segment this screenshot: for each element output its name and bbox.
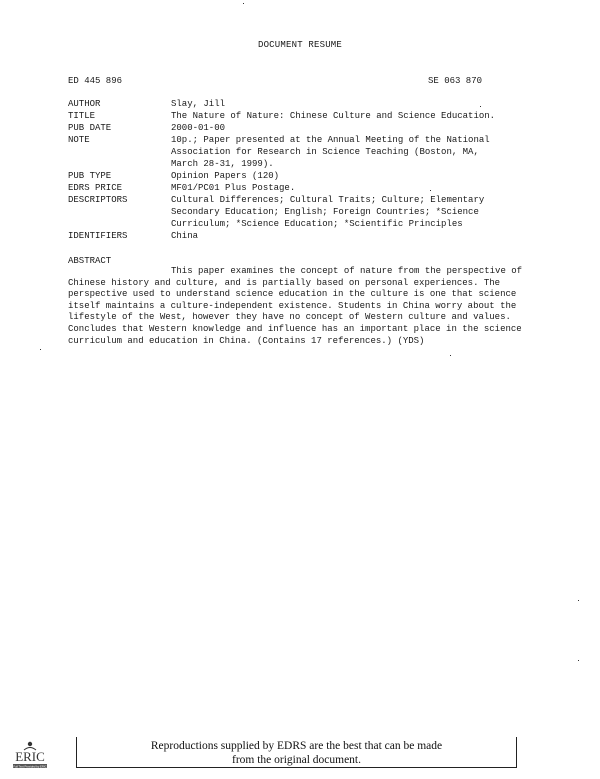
field-note: [68, 134, 548, 170]
footer-line-2: from the original document.: [231, 754, 362, 766]
ed-number: ED 445 896: [68, 76, 123, 86]
field-value: 10p.; Paper presented at the Annual Meeting of the National Association for Research in Science Teaching (Boston, MA, March 28-31, 1999).: [171, 135, 490, 169]
scan-speck: [243, 3, 244, 4]
se-number: SE 063 870: [428, 76, 483, 86]
field-label: AUTHOR: [68, 99, 101, 109]
footer-line-1: Reproductions supplied by EDRS are the best that can be made: [150, 740, 443, 752]
field-value: Opinion Papers (120): [171, 171, 280, 181]
field-label: PUB DATE: [68, 123, 112, 133]
field-value: 2000-01-00: [171, 123, 226, 133]
field-value: The Nature of Nature: Chinese Culture and Science Education.: [171, 111, 496, 121]
abstract-text: This paper examines the concept of nature from the perspective of Chinese history and culture, and is partially based on personal experiences. The perspective used to understand science education in the culture is one that science itself maintains a culture-independent existence. Students in China worry about the lifestyle of the West, however they have no concept of Western culture and values. Concludes that Western knowledge and influence has an important place in the science curriculum and education in China. (Contains 17 references.) (YDS): [68, 266, 523, 346]
scan-speck: [578, 660, 579, 661]
field-label: DESCRIPTORS: [68, 195, 128, 205]
scan-speck: [480, 106, 481, 107]
scan-speck: [450, 355, 451, 356]
eric-logo: [10, 740, 50, 770]
field-title: [68, 110, 548, 122]
eric-logo-subtext: Full Text Provided by ERIC: [13, 764, 47, 769]
scan-speck: [578, 600, 579, 601]
field-value: Slay, Jill: [171, 99, 226, 109]
field-descriptors: [68, 194, 548, 230]
field-label: EDRS PRICE: [68, 183, 123, 193]
metadata-fields: [68, 98, 548, 242]
abstract-label: ABSTRACT: [68, 256, 112, 266]
field-label: PUB TYPE: [68, 171, 112, 181]
field-value: MF01/PC01 Plus Postage.: [171, 183, 296, 193]
scan-speck: [40, 349, 41, 350]
field-value: China: [171, 231, 199, 241]
field-identifiers: [68, 230, 548, 242]
field-edrs-price: [68, 182, 548, 194]
eric-logo-text: ERIC: [15, 749, 45, 764]
scan-speck: [430, 190, 431, 191]
document-heading: DOCUMENT RESUME: [257, 40, 342, 50]
field-pub-date: [68, 122, 548, 134]
field-author: [68, 98, 548, 110]
field-label: IDENTIFIERS: [68, 231, 128, 241]
field-label: TITLE: [68, 111, 96, 121]
field-pub-type: [68, 170, 548, 182]
field-value: Cultural Differences; Cultural Traits; Culture; Elementary Secondary Education; English; Foreign Countries; *Science Curriculum; *Science Education; *Scientific Principles: [171, 195, 485, 229]
footer-notice: [76, 739, 517, 767]
field-label: NOTE: [68, 135, 90, 145]
